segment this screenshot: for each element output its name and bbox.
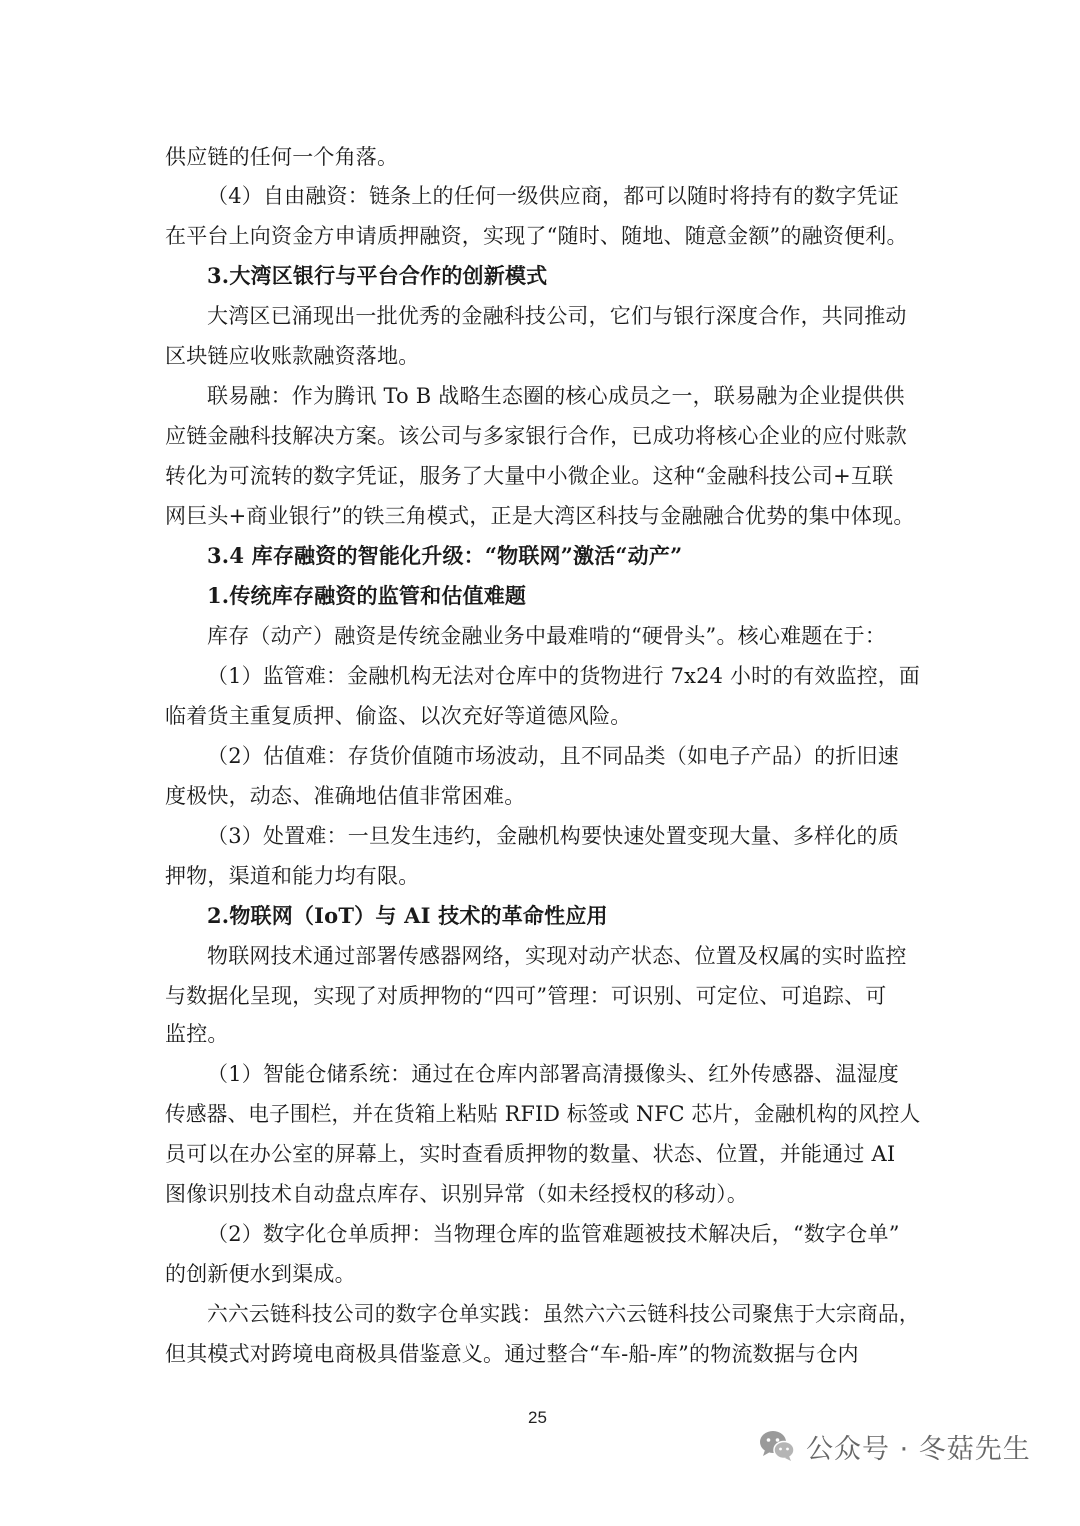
text-line: 图像识别技术自动盘点库存、识别异常（如未经授权的移动）。 <box>165 1182 749 1206</box>
watermark-text: 公众号 · 冬菇先生 <box>806 1433 1031 1465</box>
text-line: 六六云链科技公司的数字仓单实践：虽然六六云链科技公司聚焦于大宗商品， <box>207 1302 920 1326</box>
text-line: 物联网技术通过部署传感器网络，实现对动产状态、位置及权属的实时监控 <box>207 944 907 968</box>
text-line: 度极快，动态、准确地估值非常困难。 <box>165 784 526 808</box>
wechat-icon <box>758 1429 796 1463</box>
text-line: 监控。 <box>165 1022 229 1046</box>
text-line: （1）监管难：金融机构无法对仓库中的货物进行 7x24 小时的有效监控，面 <box>207 664 921 688</box>
text-line: （2）数字化仓单质押：当物理仓库的监管难题被技术解决后，“数字仓单” <box>207 1222 900 1246</box>
text-line: 应链金融科技解决方案。该公司与多家银行合作，已成功将核心企业的应付账款 <box>165 424 907 448</box>
text-line: 大湾区已涌现出一批优秀的金融科技公司，它们与银行深度合作，共同推动 <box>207 304 907 328</box>
text-line: 但其模式对跨境电商极具借鉴意义。通过整合“车-船-库”的物流数据与仓内 <box>165 1342 859 1366</box>
text-line: 在平台上向资金方申请质押融资，实现了“随时、随地、随意金额”的融资便利。 <box>165 224 908 248</box>
section-heading: 2.物联网（IoT）与 AI 技术的革命性应用 <box>207 903 608 928</box>
text-line: 联易融：作为腾讯 To B 战略生态圈的核心成员之一，联易融为企业提供供 <box>207 384 905 408</box>
text-line: 库存（动产）融资是传统金融业务中最难啃的“硬骨头”。核心难题在于： <box>207 624 887 648</box>
page-number: 25 <box>528 1408 547 1427</box>
text-line: （1）智能仓储系统：通过在仓库内部署高清摄像头、红外传感器、温湿度 <box>207 1062 899 1086</box>
text-line: 与数据化呈现，实现了对质押物的“四可”管理：可识别、可定位、可追踪、可 <box>165 984 887 1008</box>
text-line: （2）估值难：存货价值随市场波动，且不同品类（如电子产品）的折旧速 <box>207 744 899 768</box>
text-line: 供应链的任何一个角落。 <box>165 145 399 169</box>
watermark <box>758 1424 1031 1468</box>
text-line: 的创新便水到渠成。 <box>165 1262 356 1286</box>
text-line: 网巨头+商业银行”的铁三角模式，正是大湾区科技与金融融合优势的集中体现。 <box>165 504 915 528</box>
section-heading: 1.传统库存融资的监管和估值难题 <box>207 583 527 608</box>
text-line: 传感器、电子围栏，并在货箱上粘贴 RFID 标签或 NFC 芯片，金融机构的风控人 <box>165 1102 921 1126</box>
text-line: 押物，渠道和能力均有限。 <box>165 864 420 888</box>
text-line: （3）处置难：一旦发生违约，金融机构要快速处置变现大量、多样化的质 <box>207 824 899 848</box>
text-line: 员可以在办公室的屏幕上，实时查看质押物的数量、状态、位置，并能通过 AI <box>165 1142 896 1166</box>
text-line: 临着货主重复质押、偷盗、以次充好等道德风险。 <box>165 704 632 728</box>
section-heading: 3.4 库存融资的智能化升级：“物联网”激活“动产” <box>207 543 683 568</box>
section-heading: 3.大湾区银行与平台合作的创新模式 <box>207 263 548 288</box>
text-line: （4）自由融资：链条上的任何一级供应商，都可以随时将持有的数字凭证 <box>207 184 899 208</box>
text-line: 转化为可流转的数字凭证，服务了大量中小微企业。这种“金融科技公司+互联 <box>165 464 894 488</box>
text-line: 区块链应收账款融资落地。 <box>165 344 420 368</box>
